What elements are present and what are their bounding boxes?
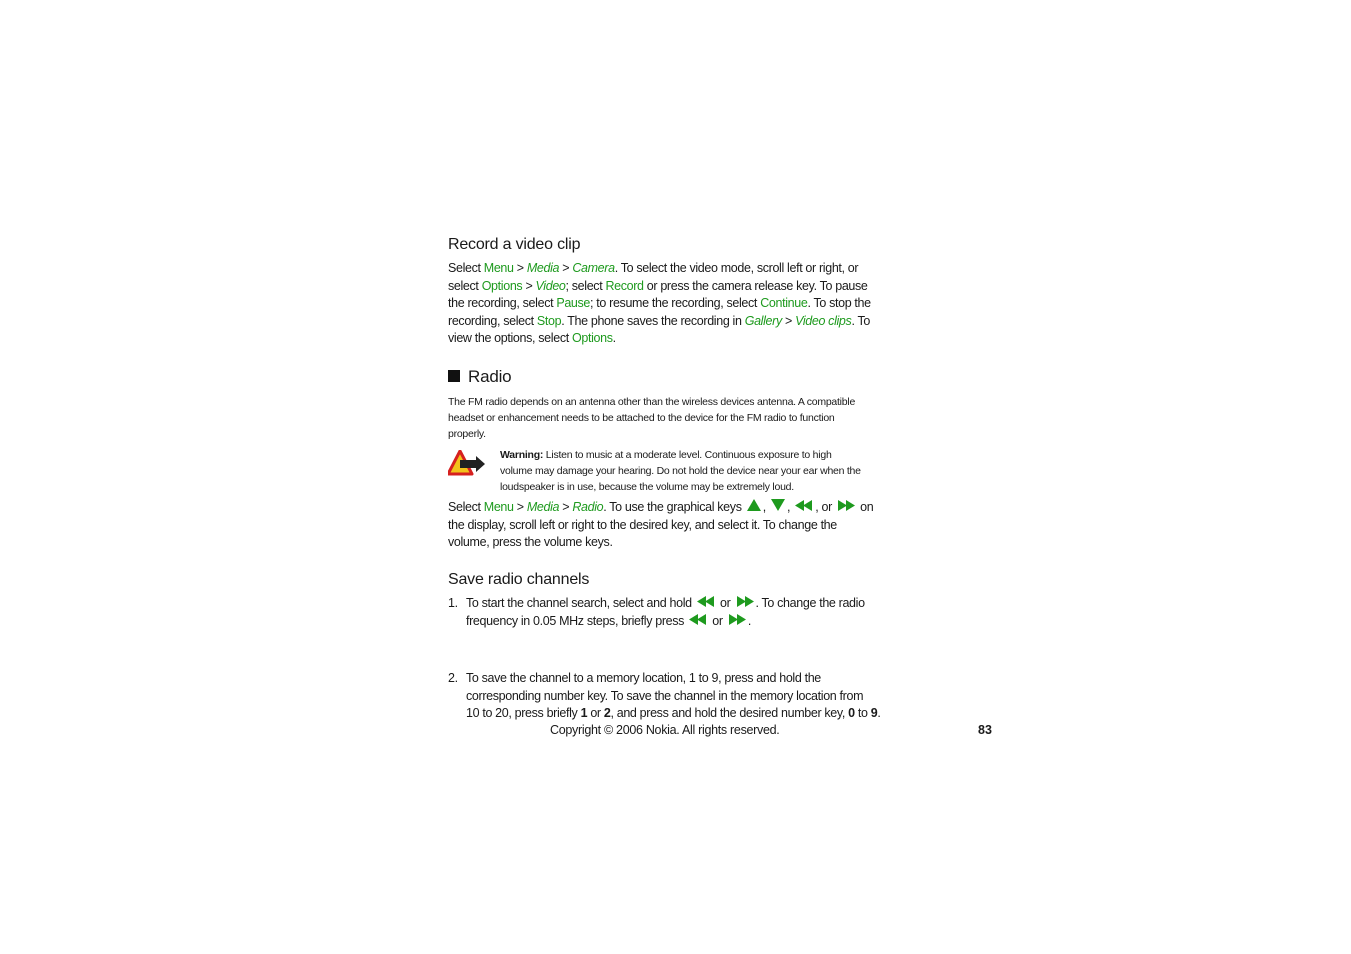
text-run: > bbox=[559, 500, 573, 515]
highlighted-term: 2 bbox=[603, 706, 611, 721]
fast-forward-icon bbox=[736, 595, 754, 613]
text-run: or bbox=[587, 706, 604, 721]
text-line bbox=[466, 670, 1351, 688]
text-line bbox=[448, 295, 871, 313]
text-run: volume, press the volume keys. bbox=[448, 535, 613, 550]
copyright-text: Copyright © 2006 Nokia. All rights reserved. bbox=[550, 723, 780, 737]
text-line bbox=[466, 705, 1351, 723]
warning-note bbox=[500, 447, 861, 495]
text-run: or press the camera release key. To pause bbox=[643, 278, 868, 293]
highlighted-term: Options bbox=[481, 278, 523, 293]
text-run: ; to resume the recording, select bbox=[590, 296, 761, 311]
up-arrow-icon bbox=[747, 499, 761, 517]
text-run: headset or enhancement needs to be attached to the device for the FM radio to function bbox=[448, 412, 835, 424]
heading-record-video-clip: Record a video clip bbox=[448, 236, 581, 253]
down-arrow-icon bbox=[771, 499, 785, 517]
text-line bbox=[448, 426, 855, 442]
highlighted-term: Options bbox=[571, 331, 613, 346]
highlighted-term: Warning: bbox=[500, 449, 544, 461]
rewind-icon bbox=[795, 499, 813, 517]
warning-icon bbox=[448, 450, 486, 481]
list-item-text bbox=[466, 670, 1351, 723]
record-video-paragraph bbox=[448, 260, 871, 348]
text-line bbox=[448, 394, 855, 410]
text-run: corresponding number key. To save the channel in the memory location from bbox=[466, 688, 864, 703]
text-run: frequency in 0.05 MHz steps, briefly press bbox=[466, 613, 688, 628]
list-item-2 bbox=[448, 670, 1351, 723]
list-number: 2. bbox=[448, 671, 458, 686]
text-run: > bbox=[522, 278, 536, 293]
text-run: , bbox=[762, 500, 769, 515]
highlighted-term: 1 bbox=[580, 706, 588, 721]
text-line bbox=[466, 688, 1351, 706]
text-run: . To bbox=[851, 313, 870, 328]
text-line bbox=[500, 463, 861, 479]
text-line bbox=[466, 613, 1351, 631]
highlighted-term: Menu bbox=[483, 261, 514, 275]
text-line bbox=[448, 534, 873, 552]
text-line bbox=[448, 313, 871, 331]
text-line bbox=[448, 499, 873, 517]
text-run: volume may damage your hearing. Do not hold the device near your ear when the bbox=[500, 465, 861, 477]
text-run: properly. bbox=[448, 428, 486, 440]
heading-save-radio-channels: Save radio channels bbox=[448, 571, 590, 588]
radio-usage-paragraph bbox=[448, 499, 873, 552]
text-run: The FM radio depends on an antenna other than the wireless devices antenna. A compatible bbox=[448, 396, 856, 408]
text-line bbox=[500, 479, 861, 495]
list-item-text bbox=[466, 595, 1351, 630]
text-run: . bbox=[877, 706, 881, 721]
highlighted-term: Record bbox=[605, 278, 644, 293]
text-run: . The phone saves the recording in bbox=[561, 313, 745, 328]
highlighted-term: Menu bbox=[483, 500, 514, 515]
text-run: . To select the video mode, scroll left or right, or bbox=[614, 261, 859, 275]
heading-radio bbox=[448, 367, 511, 387]
text-line bbox=[448, 330, 871, 348]
highlighted-term: Continue bbox=[760, 296, 808, 311]
text-run: , or bbox=[815, 500, 836, 515]
list-number: 1. bbox=[448, 596, 458, 610]
text-run: view the options, select bbox=[448, 331, 572, 346]
highlighted-term: 0 bbox=[848, 706, 855, 721]
page-number: 83 bbox=[978, 723, 992, 737]
text-run: , bbox=[786, 500, 794, 515]
text-run: Listen to music at a moderate level. Continuous exposure to high bbox=[543, 449, 832, 461]
text-run: ; select bbox=[565, 278, 606, 293]
text-run: . bbox=[747, 613, 751, 628]
text-run: select bbox=[448, 278, 482, 293]
rewind-icon bbox=[697, 595, 715, 613]
list-item-1 bbox=[448, 595, 1351, 630]
text-line bbox=[500, 447, 861, 463]
text-run: . bbox=[612, 331, 616, 346]
text-run: or bbox=[709, 613, 726, 628]
highlighted-term: Media bbox=[526, 500, 560, 515]
highlighted-term: Video bbox=[535, 278, 566, 293]
text-run: Select bbox=[448, 261, 484, 275]
text-run: loudspeaker is in use, because the volume may be extremely loud. bbox=[500, 481, 794, 493]
fast-forward-icon bbox=[837, 499, 855, 517]
text-line bbox=[448, 278, 871, 296]
radio-title: Radio bbox=[468, 367, 512, 386]
text-run: on bbox=[857, 500, 874, 515]
text-run: the display, scroll left or right to the desired key, and select it. To change the bbox=[448, 517, 837, 532]
text-line bbox=[448, 260, 871, 278]
fast-forward-icon bbox=[728, 613, 746, 631]
highlighted-term: Radio bbox=[572, 500, 604, 515]
text-run: 10 to 20, press briefly bbox=[466, 706, 581, 721]
text-run: Select bbox=[448, 500, 484, 515]
highlighted-term: Video clips bbox=[795, 313, 852, 328]
text-run: . To change the radio bbox=[755, 596, 865, 611]
highlighted-term: Stop bbox=[536, 313, 562, 328]
text-run: , and press and hold the desired number key, bbox=[610, 706, 849, 721]
text-line bbox=[448, 410, 855, 426]
text-run: or bbox=[716, 596, 734, 611]
text-line bbox=[448, 517, 873, 535]
text-run: To start the channel search, select and hold bbox=[466, 596, 695, 611]
rewind-icon bbox=[689, 613, 707, 631]
radio-intro-paragraph bbox=[448, 394, 855, 442]
text-run: To save the channel to a memory location, 1 to 9, press and hold the bbox=[466, 671, 821, 686]
text-run: . To use the graphical keys bbox=[603, 500, 745, 515]
highlighted-term: Camera bbox=[572, 261, 615, 275]
text-run: > bbox=[513, 261, 527, 275]
highlighted-term: Pause bbox=[556, 296, 591, 311]
highlighted-term: Media bbox=[526, 261, 560, 275]
text-run: > bbox=[513, 500, 527, 515]
highlighted-term: Gallery bbox=[744, 313, 782, 328]
highlighted-term: 9 bbox=[870, 706, 878, 721]
section-square-icon bbox=[448, 370, 460, 382]
text-run: > bbox=[781, 313, 796, 328]
text-run: recording, select bbox=[448, 313, 537, 328]
text-run: to bbox=[854, 706, 871, 721]
text-run: the recording, select bbox=[448, 296, 557, 311]
text-run: > bbox=[559, 261, 573, 275]
text-line bbox=[466, 595, 1351, 613]
text-run: . To stop the bbox=[807, 296, 871, 311]
